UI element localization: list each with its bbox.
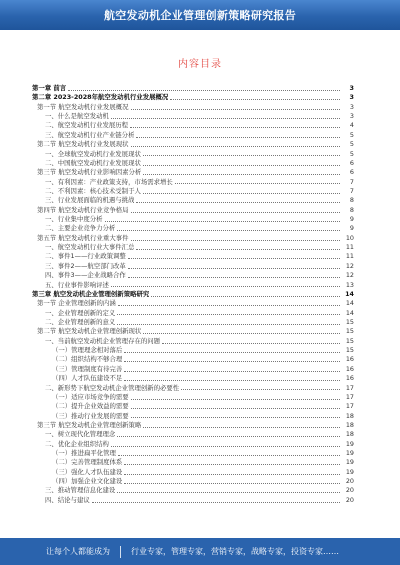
toc-entry bbox=[32, 393, 354, 402]
toc-entry bbox=[32, 131, 354, 140]
dot-leader bbox=[124, 380, 340, 381]
toc-entry-title: 二、主要企业竞争力分析 bbox=[45, 224, 116, 233]
dot-leader bbox=[143, 155, 340, 156]
report-title: 航空发动机企业管理创新策略研究报告 bbox=[103, 9, 297, 22]
dot-leader bbox=[181, 389, 340, 390]
toc-entry-page: 5 bbox=[349, 140, 354, 149]
toc-entry-page: 20 bbox=[345, 477, 354, 486]
dot-leader bbox=[143, 193, 340, 194]
toc-heading: 内容目录 bbox=[178, 59, 222, 70]
toc-entry-title: 二、企业管理创新的意义 bbox=[45, 317, 116, 326]
toc-entry-page: 18 bbox=[345, 430, 354, 439]
dot-leader bbox=[131, 109, 341, 110]
toc-entry-title: 三、航空发动机行业产业链分析 bbox=[45, 130, 135, 139]
toc-entry-page: 15 bbox=[345, 336, 354, 345]
dot-leader bbox=[136, 202, 340, 203]
dot-leader bbox=[124, 361, 340, 362]
toc-entry-page: 10 bbox=[345, 233, 354, 242]
toc-entry bbox=[32, 374, 354, 383]
dot-leader bbox=[117, 230, 340, 231]
dot-leader bbox=[124, 352, 340, 353]
toc-entry-title: 第三节 航空发动机行业影响因素分析 bbox=[37, 168, 142, 177]
toc-entry-title: （四）人才队伍建设不足 bbox=[52, 374, 123, 383]
toc-entry-title: （二）完善管理制度体系 bbox=[52, 458, 123, 467]
toc-entry-page: 17 bbox=[345, 392, 354, 401]
toc-entry bbox=[32, 449, 354, 458]
toc-entry-page: 12 bbox=[345, 271, 354, 280]
toc-entry-title: 第三章 航空发动机企业管理创新策略研究 bbox=[32, 289, 150, 298]
header-banner bbox=[0, 0, 400, 30]
toc-entry bbox=[32, 355, 354, 364]
toc-entry bbox=[32, 384, 354, 393]
toc-entry-page: 9 bbox=[349, 224, 354, 233]
toc-entry bbox=[32, 281, 354, 290]
toc-entry bbox=[32, 140, 354, 149]
toc-entry bbox=[32, 290, 354, 299]
dot-leader bbox=[68, 90, 340, 91]
dot-leader bbox=[143, 333, 340, 334]
toc-entry bbox=[32, 327, 354, 336]
dot-leader bbox=[92, 502, 340, 503]
toc-entry bbox=[32, 206, 354, 215]
dot-leader bbox=[136, 137, 340, 138]
toc-entry-page: 19 bbox=[345, 439, 354, 448]
dot-leader bbox=[136, 249, 340, 250]
toc-entry-page: 8 bbox=[349, 205, 354, 214]
toc-entry-title: 二、事件1——行业政策调整 bbox=[45, 252, 126, 261]
toc-entry-title: 一、企业管理创新的定义 bbox=[45, 308, 116, 317]
toc-entry bbox=[32, 412, 354, 421]
toc-entry bbox=[32, 93, 354, 102]
toc-entry bbox=[32, 346, 354, 355]
toc-entry bbox=[32, 168, 354, 177]
toc-entry bbox=[32, 243, 354, 252]
toc-entry-page: 14 bbox=[345, 299, 354, 308]
toc-entry-title: 第五节 航空发动机行业重大事件 bbox=[37, 233, 129, 242]
dot-leader bbox=[143, 174, 340, 175]
toc-entry bbox=[32, 318, 354, 327]
dot-leader bbox=[151, 296, 340, 297]
toc-entry bbox=[32, 365, 354, 374]
toc-entry-title: 第一章 前言 bbox=[32, 84, 67, 92]
dot-leader bbox=[131, 399, 340, 400]
toc-entry bbox=[32, 337, 354, 346]
toc-entry-title: 四、事件3——企业战略合作 bbox=[45, 271, 126, 280]
toc-entry-title: （三）推动行业发展的需要 bbox=[52, 411, 129, 420]
toc-entry bbox=[32, 150, 354, 159]
toc-entry-page: 3 bbox=[349, 112, 354, 121]
dot-leader bbox=[131, 417, 340, 418]
dot-leader bbox=[118, 455, 340, 456]
toc-entry-page: 15 bbox=[345, 327, 354, 336]
footer-divider bbox=[120, 546, 121, 558]
toc-entry-page: 3 bbox=[349, 102, 354, 111]
toc-entry-title: （二）提升企业效益的需要 bbox=[52, 402, 129, 411]
toc-entry-title: 一、航空发动机行业大事件汇总 bbox=[45, 243, 135, 252]
toc-entry-page: 19 bbox=[345, 458, 354, 467]
toc-entry-title: 第四节 航空发动机行业竞争格局 bbox=[37, 205, 129, 214]
footer-banner bbox=[0, 538, 400, 565]
dot-leader bbox=[131, 408, 340, 409]
dot-leader bbox=[131, 240, 341, 241]
toc-entry bbox=[32, 458, 354, 467]
toc-entry-title: 第二节 航空发动机企业管理创新现状 bbox=[37, 327, 142, 336]
toc-entry-title: 一、树立现代化管理理念 bbox=[45, 430, 116, 439]
toc-entry-page: 19 bbox=[345, 449, 354, 458]
table-of-contents bbox=[32, 84, 354, 505]
dot-leader bbox=[131, 212, 341, 213]
toc-entry-page: 6 bbox=[349, 168, 354, 177]
toc-entry-page: 17 bbox=[345, 402, 354, 411]
dot-leader bbox=[124, 464, 340, 465]
dot-leader bbox=[117, 436, 340, 437]
toc-entry-title: 五、行业事件影响评述 bbox=[45, 280, 109, 289]
dot-leader bbox=[117, 314, 340, 315]
toc-entry bbox=[32, 309, 354, 318]
dot-leader bbox=[175, 183, 340, 184]
toc-entry bbox=[32, 299, 354, 308]
dot-leader bbox=[162, 343, 340, 344]
toc-entry-title: 第三节 航空发动机企业管理创新策略 bbox=[37, 420, 142, 429]
toc-entry-page: 5 bbox=[349, 149, 354, 158]
toc-entry-title: （一）适应市场竞争的需要 bbox=[52, 392, 129, 401]
toc-entry-page: 11 bbox=[345, 243, 354, 252]
toc-entry-title: （一）推进扁平化管理 bbox=[52, 449, 116, 458]
toc-entry bbox=[32, 187, 354, 196]
toc-entry-title: 二、航空发动机行业发展历程 bbox=[45, 121, 129, 130]
toc-entry-title: 一、什么是航空发动机 bbox=[45, 112, 109, 121]
toc-entry bbox=[32, 496, 354, 505]
dot-leader bbox=[124, 371, 340, 372]
toc-entry bbox=[32, 486, 354, 495]
toc-entry-title: 一、全球航空发动机行业发展现状 bbox=[45, 149, 141, 158]
toc-entry-page: 15 bbox=[345, 317, 354, 326]
dot-leader bbox=[143, 165, 340, 166]
toc-entry-page: 7 bbox=[349, 186, 354, 195]
toc-entry-page: 17 bbox=[345, 383, 354, 392]
toc-entry-page: 9 bbox=[349, 215, 354, 224]
toc-entry bbox=[32, 477, 354, 486]
toc-entry-page: 16 bbox=[345, 374, 354, 383]
toc-entry bbox=[32, 121, 354, 130]
toc-entry bbox=[32, 215, 354, 224]
toc-entry bbox=[32, 440, 354, 449]
dot-leader bbox=[111, 286, 340, 287]
toc-entry-page: 11 bbox=[345, 252, 354, 261]
toc-entry bbox=[32, 252, 354, 261]
dot-leader bbox=[128, 268, 340, 269]
toc-entry bbox=[32, 196, 354, 205]
toc-entry-title: 第一节 企业管理创新的内涵 bbox=[37, 299, 116, 308]
toc-entry-title: 四、结论与建议 bbox=[45, 495, 90, 504]
toc-entry-title: 三、事件2——航空部门改革 bbox=[45, 261, 126, 270]
toc-entry bbox=[32, 262, 354, 271]
toc-entry-page: 15 bbox=[345, 346, 354, 355]
dot-leader bbox=[105, 221, 340, 222]
toc-entry bbox=[32, 234, 354, 243]
toc-entry bbox=[32, 271, 354, 280]
toc-entry-page: 14 bbox=[345, 289, 354, 298]
toc-entry-page: 14 bbox=[345, 308, 354, 317]
dot-leader bbox=[117, 492, 340, 493]
dot-leader bbox=[128, 277, 340, 278]
toc-entry-page: 7 bbox=[349, 177, 354, 186]
toc-entry-title: 二、优化企业组织结构 bbox=[45, 439, 109, 448]
toc-entry-title: 第二节 航空发动机行业发展现状 bbox=[37, 140, 129, 149]
toc-entry bbox=[32, 178, 354, 187]
toc-entry-title: （一）管理理念相对落后 bbox=[52, 346, 123, 355]
toc-entry-title: 一、行业集中度分析 bbox=[45, 215, 103, 224]
dot-leader bbox=[117, 324, 340, 325]
toc-entry-page: 16 bbox=[345, 364, 354, 373]
toc-entry bbox=[32, 421, 354, 430]
toc-entry bbox=[32, 224, 354, 233]
dot-leader bbox=[124, 474, 340, 475]
footer-roles: 行业专家，管理专家，营销专家，战略专家，投资专家…… bbox=[131, 547, 339, 556]
toc-entry bbox=[32, 430, 354, 439]
toc-entry bbox=[32, 84, 354, 93]
toc-entry-page: 8 bbox=[349, 196, 354, 205]
toc-entry-page: 18 bbox=[345, 420, 354, 429]
toc-entry-title: 三、行业发展面临的机遇与挑战 bbox=[45, 196, 135, 205]
toc-entry-page: 20 bbox=[345, 486, 354, 495]
toc-entry-page: 4 bbox=[349, 121, 354, 130]
dot-leader bbox=[111, 446, 340, 447]
toc-entry-title: 第一节 航空发动机行业发展概况 bbox=[37, 102, 129, 111]
dot-leader bbox=[131, 146, 341, 147]
dot-leader bbox=[170, 99, 340, 100]
dot-leader bbox=[130, 127, 340, 128]
toc-entry-page: 6 bbox=[349, 158, 354, 167]
toc-entry-title: 一、有利因素：产业政策支持，市场需求增长 bbox=[45, 177, 173, 186]
toc-entry-title: 二、新形势下航空发动机企业管理创新的必要性 bbox=[45, 383, 180, 392]
toc-entry-page: 5 bbox=[349, 130, 354, 139]
toc-entry-page: 3 bbox=[349, 93, 354, 102]
toc-entry-page: 20 bbox=[345, 495, 354, 504]
dot-leader bbox=[111, 118, 340, 119]
toc-entry-title: （三）强化人才队伍建设 bbox=[52, 467, 123, 476]
toc-entry-page: 19 bbox=[345, 467, 354, 476]
toc-entry-title: 一、当前航空发动机企业管理存在的问题 bbox=[45, 336, 161, 345]
toc-entry-title: 第二章 2023-2028年航空发动机行业发展概况 bbox=[32, 93, 169, 102]
toc-entry bbox=[32, 402, 354, 411]
toc-entry-page: 3 bbox=[349, 84, 354, 92]
dot-leader bbox=[143, 427, 340, 428]
toc-entry-page: 13 bbox=[345, 280, 354, 289]
toc-entry bbox=[32, 112, 354, 121]
toc-entry-title: 三、推动管理信息化建设 bbox=[45, 486, 116, 495]
toc-entry bbox=[32, 468, 354, 477]
toc-entry bbox=[32, 103, 354, 112]
dot-leader bbox=[124, 483, 340, 484]
toc-entry-page: 18 bbox=[345, 411, 354, 420]
toc-entry-title: 二、不利因素：核心技术受制于人 bbox=[45, 186, 141, 195]
dot-leader bbox=[128, 258, 340, 259]
toc-entry-title: （三）管理制度有待完善 bbox=[52, 364, 123, 373]
dot-leader bbox=[118, 305, 340, 306]
toc-entry-page: 12 bbox=[345, 261, 354, 270]
toc-entry-title: （二）组织结构不够合理 bbox=[52, 355, 123, 364]
toc-entry-title: （四）加强企业文化建设 bbox=[52, 477, 123, 486]
toc-entry-title: 二、中国航空发动机行业发展现状 bbox=[45, 158, 141, 167]
footer-slogan: 让每个人都能成为 bbox=[46, 547, 110, 556]
toc-entry-page: 16 bbox=[345, 355, 354, 364]
toc-entry bbox=[32, 159, 354, 168]
